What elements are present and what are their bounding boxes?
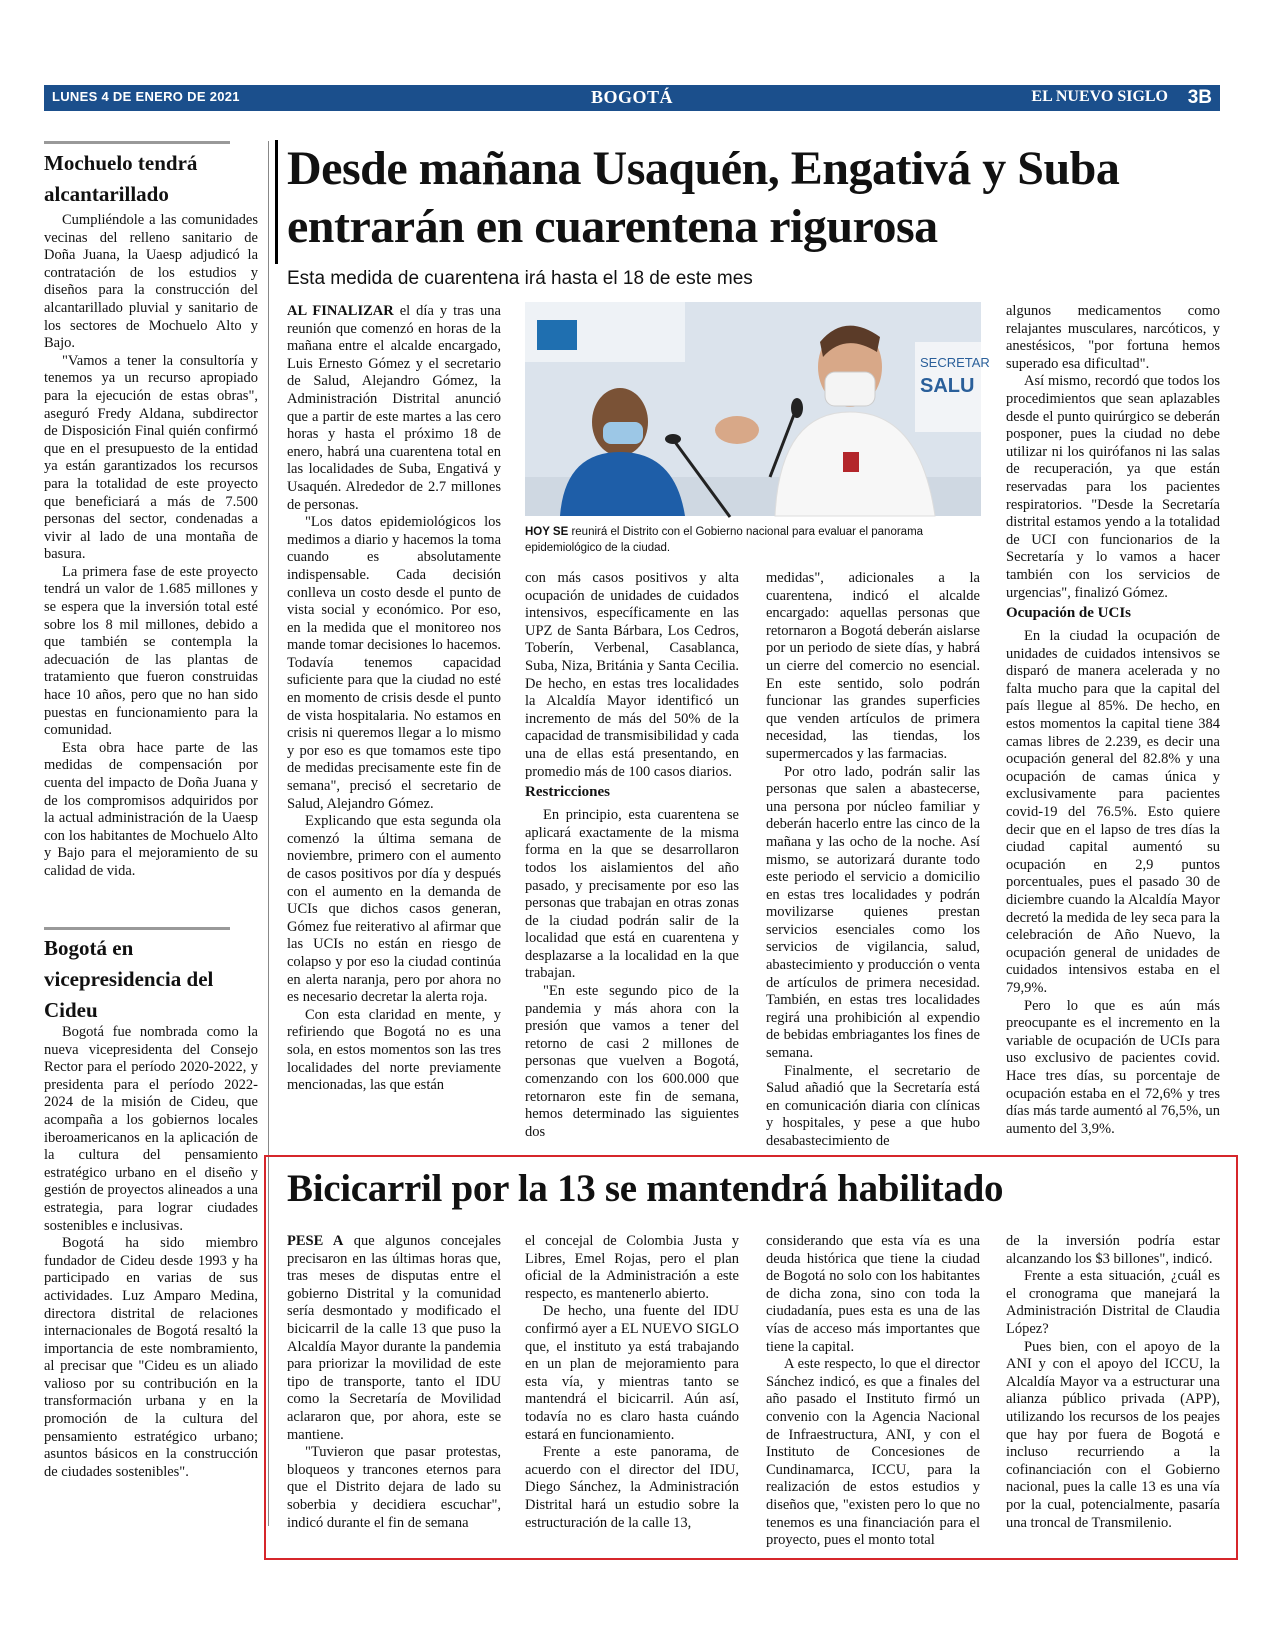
paragraph [1006, 373, 1220, 602]
bike-column-3 [766, 1233, 980, 1550]
sidebar-rule-mid [44, 927, 230, 930]
paragraph [1006, 628, 1220, 997]
paragraph [766, 1356, 980, 1550]
sidebar-rule-top [44, 141, 230, 144]
paragraph-text: A este respecto, lo que el director Sánchez indicó, es que a finales del año pasado el Instituto firmó un convenio con la Agencia Nacional de Infraestructura, ANI, y con el Instituto de Concesiones de Cundinamarca, ICCU, para la realización de estos estudios y diseños que, "existen pero lo que no tenemos es una financiación para el proyecto, pues el monto total [766, 1356, 980, 1549]
paragraph-text: considerando que esta vía es una deuda histórica que tiene la ciudad de Bogotá no solo con los habitantes de dicha zona, sino con toda la ciudadanía, pues esta es una de las vías de acceso más importantes que tiene la capital. [766, 1233, 980, 1355]
photo-illustration [525, 302, 990, 516]
paragraph [525, 1233, 739, 1303]
paragraph [287, 1233, 501, 1444]
subheading: Ocupación de UCIs [1006, 605, 1132, 622]
subheading: Restricciones [525, 784, 610, 801]
paragraph-text: Finalmente, el secretario de Salud añadió que la Secretaría está en comunicación diaria con clínicas y hospitales, y pese a que hubo desabastecimiento de [766, 1062, 980, 1149]
paragraph-text: Con esta claridad en mente, y refiriendo que Bogotá no es una sola, en estos momentos son las tres localidades del norte previamente mencionadas, las que están [287, 1006, 501, 1094]
main-column-4 [1006, 303, 1220, 1138]
header-paper-name: EL NUEVO SIGLO [1031, 88, 1168, 105]
paragraph-text: En principio, esta cuarentena se aplicará exactamente de la misma forma en la que se desarrollaron todos los aislamientos del año pasado, y precisamente por eso las personas que trabajan en otras zonas de la ciudad podrán salir de la localidad que está en cuarentena y desplazarse a la localidad en la que trabajan. [525, 807, 739, 982]
photo-sign-text-2: SALU [920, 375, 975, 397]
paragraph-text: Cumpliéndole a las comunidades vecinas del relleno sanitario de Doña Juana, la Uaesp adjudicó la contratación de los estudios y diseños para la construcción del alcantarillado pluvial y sanitario de los sectores de Mochuelo Alto y Bajo. [44, 212, 258, 352]
paragraph [287, 1007, 501, 1095]
photo-sign-text-1: SECRETAR [920, 355, 990, 370]
paragraph [44, 740, 258, 881]
page-header [44, 85, 1220, 111]
paragraph [525, 1444, 739, 1532]
paragraph [525, 570, 739, 781]
paragraph [525, 807, 739, 983]
lead-in: AL FINALIZAR [287, 303, 394, 319]
paragraph-text: Frente a este panorama, de acuerdo con el director del IDU, Diego Sánchez, la Administración Distrital hará un estudio sobre la estructuración de la calle 13, [525, 1444, 739, 1531]
paragraph-text: el día y tras una reunión que comenzó en horas de la mañana entre el alcalde encargado, Luis Ernesto Gómez y el secretario de Salud, Alejandro Gómez, la Administración Distrital anunció que a partir de este martes a las cero horas y hasta el próximo 18 de enero, habrá una cuarentena total en las localidades de Suba, Engativá y Usaquén. Alrededor de 2.7 millones de personas. [287, 303, 501, 513]
main-column-3 [766, 570, 980, 1151]
paragraph [766, 570, 980, 764]
paragraph-text: Así mismo, recordó que todos los procedimientos que sean aplazables desde el punto quirúrgico se deberán posponer, pues la ciudad no debe utilizar ni los quirófanos ni las salas de recuperación, ya que están reservadas para los pacientes respiratorios. "Desde la Secretaría distrital estamos yendo a la totalidad de UCI con funcionarios de la Secretaría y lo vamos a hacer también con los servicios de urgencias", finalizó Gómez. [1006, 373, 1220, 601]
paragraph [1006, 303, 1220, 373]
paragraph [1006, 1268, 1220, 1338]
paragraph-text: con más casos positivos y alta ocupación de unidades de cuidados intensivos, específicamente en las UPZ de Santa Bárbara, Los Cedros, Toberín, Verbenal, Casablanca, Suba, Niza, Británia y Santa Cecilia. De hecho, en estas tres localidades la Alcaldía Mayor identificó un incremento de más del 50% de la capacidad de transmisibilidad y cada una de ellas está presentando, en promedio más de 100 casos diarios. [525, 570, 739, 780]
lead-in: PESE A [287, 1233, 344, 1249]
paragraph-text: Bogotá ha sido miembro fundador de Cideu desde 1993 y ha participado en varias de sus actividades. Luz Amparo Medina, directora distrital de relaciones internacionales de Bogotá resaltó la importancia de este nombramiento, al precisar que "Cideu es un aliado valioso por su contribución en la transformación urbana y en la promoción de la cultura del pensamiento estratégico urbano; asuntos básicos en la construcción de ciudades sostenibles". [44, 1235, 258, 1480]
paragraph-text: De hecho, una fuente del IDU confirmó ayer a EL NUEVO SIGLO que, el instituto ya está trabajando en un plan de mejoramiento para esta vía, y mientras tanto se mantendrá el bicicarril. Aún así, todavía no es claro hasta cuándo estará en funcionamiento. [525, 1303, 739, 1443]
paragraph-text: "Vamos a tener la consultoría y tenemos ya un recurso apropiado para la ejecución de estas obras", aseguró Fredy Aldana, subdirector de Disposición Final quién confirmó que en el presupuesto de la entidad ya están garantizados los recursos para la totalidad de este proyecto que beneficiará a más de 7.500 personas del sector, condenadas a vivir al lado de una montaña de basura. [44, 352, 258, 563]
header-page-number: 3B [1187, 87, 1212, 108]
sidebar-story1-body [44, 212, 258, 881]
sidebar-story1-title: Mochuelo tendrá alcantarillado [44, 151, 198, 206]
bike-headline: Bicicarril por la 13 se mantendrá habilitado [287, 1167, 1004, 1210]
paragraph-text: En la ciudad la ocupación de unidades de cuidados intensivos se disparó de manera acelerada y no falta mucho para que la capital del país llegue al 85%. De hecho, en estos momentos la capital tiene 384 camas libres de 2.239, es decir una ocupación general del 82.8% y una ocupación de camas única y exclusivamente para pacientes covid-19 del 76.5%. Esto quiere decir que en el lapso de tres días la ciudad capital aumentó su ocupación en 2,9 puntos porcentuales, pues el pasado 30 de diciembre cuando la Alcaldía Mayor decretó la medida de ley seca para la celebración de Año Nuevo, la ocupación general de unidades de cuidados intensivos estaba en el 79,9%. [1006, 628, 1220, 996]
main-headline: Desde mañana Usaquén, Engativá y Suba entrarán en cuarentena rigurosa [287, 142, 1120, 253]
paragraph [44, 1235, 258, 1481]
bike-column-4 [1006, 1233, 1220, 1532]
paragraph-text: "Tuvieron que pasar protestas, bloqueos y trancones eternos para que el Distrito dejara de lado su soberbia y decidiera escuchar", indicó durante el fin de semana [287, 1444, 501, 1531]
main-column-2 [525, 570, 739, 1141]
header-date: LUNES 4 DE ENERO DE 2021 [52, 89, 240, 104]
paragraph [287, 813, 501, 1007]
caption-lead: HOY SE [525, 526, 569, 538]
paragraph-text: algunos medicamentos como relajantes musculares, narcóticos, y anestésicos, "por fortuna hemos superado esa dificultad". [1006, 303, 1220, 372]
paragraph [287, 1444, 501, 1532]
paragraph [44, 353, 258, 564]
paragraph-text: el concejal de Colombia Justa y Libres, Emel Rojas, pero el plan oficial de la Administración a este respecto, es mantenerlo abierto. [525, 1233, 739, 1302]
press-conference-photo [525, 302, 990, 516]
paragraph-text: Explicando que esta segunda ola comenzó la última semana de noviembre, primero con el aumento de casos positivos por día y después con el aumento en la demanda de UCIs que dichos casos generan, Gómez fue reiterativo al afirmar que las UCIs no están en riesgo de colapso y por eso la ciudad continúa en alerta naranja, pero por ahora no es necesario decretar la alerta roja. [287, 813, 501, 1006]
sidebar-story2-body [44, 1024, 258, 1481]
main-column-1 [287, 303, 501, 1095]
paragraph [287, 303, 501, 514]
paragraph [287, 514, 501, 813]
paragraph-text: Esta obra hace parte de las medidas de compensación por cuenta del impacto de Doña Juana y de los compromisos adquiridos por la actual administración de la Uaesp con los habitantes de Mochuelo Alto y Bajo para el mejoramiento de su calidad de vida. [44, 739, 258, 879]
bike-column-1 [287, 1233, 501, 1532]
paragraph [766, 764, 980, 1063]
bike-column-2 [525, 1233, 739, 1532]
paragraph-text: Por otro lado, podrán salir las personas que salen a abastecerse, una persona por núcleo familiar y deberán hacerlo entre las cinco de la mañana y las ocho de la noche. Así mismo, se autorizará durante todo este periodo el servicio a domicilio en estas tres localidades y podrán movilizarse quienes prestan servicios esenciales como los servicios de vigilancia, salud, abastecimiento y producción o venta de artículos de primera necesidad. También, en estas tres localidades regirá una prohibición al expendio de bebidas embriagantes los fines de semana. [766, 763, 980, 1062]
caption-text: reunirá el Distrito con el Gobierno nacional para evaluar el panorama epidemiológico de la ciudad. [525, 526, 924, 554]
paragraph-text: medidas", adicionales a la cuarentena, indicó el alcalde encargado: aquellas personas que retornaron a Bogotá deberán aislarse por un periodo de siete días, y habrá un cierre del comercio no esencial. En este sentido, solo podrán funcionar las grandes superficies que venden artículos de primera necesidad, las tiendas, los supermercados y las farmacias. [766, 570, 980, 762]
paragraph-text: "Los datos epidemiológicos los medimos a diario y hacemos la toma cuando es absolutamente indispensable. Cada decisión conlleva un costo desde el punto de vista social y económico. Por eso, en la medida que el monitoreo nos mande tomar decisiones lo hacemos. Todavía tenemos capacidad suficiente para que la ciudad no esté en momento de crisis desde el punto de vista hospitalaria. No estamos en crisis ni queremos llegar a lo mismo y por eso es que tomamos este tipo de medidas precisamente este fin de semana", precisó el secretario de Salud, Alejandro Gómez. [287, 514, 501, 812]
paragraph-text: que algunos concejales precisaron en las últimas horas que, tras meses de disputas entre el gobierno Distrital y la comunidad sería desmontado y modificado el bicicarril de la calle 13 que puso la Alcaldía Mayor durante la pandemia para priorizar la movilidad de este tipo de transporte, tanto el IDU como la Secretaría de Movilidad aclararon que, por ahora, este se mantiene. [287, 1233, 502, 1443]
paragraph-text: La primera fase de este proyecto tendrá un valor de 1.685 millones y se espera que la inversión total esté sobre los 8 mil millones, debido a que también se contempla la adecuación de las plantas de tratamiento que fueron construidas hace 10 años, pero que no han sido puestas en funcionamiento para la comunidad. [44, 563, 258, 739]
paragraph-text: Bogotá fue nombrada como la nueva vicepresidenta del Consejo Rector para el período 2020-2022, y presidenta para el período 2022-2024 de la misión de Cideu, que acompaña a los gobiernos locales iberoamericanos en la aplicación de la cultura del pensamiento estratégico urbano en el diseño y gestión de proyectos alineados a una estrategia, para lograr ciudades sostenibles e inclusivas. [44, 1024, 258, 1234]
paragraph [766, 1233, 980, 1356]
paragraph-text: Frente a esta situación, ¿cuál es el cronograma que manejará la Administración Distrital de Claudia López? [1006, 1268, 1220, 1337]
paragraph [525, 983, 739, 1141]
paragraph [44, 212, 258, 353]
paragraph-text: "En este segundo pico de la pandemia y más ahora con la presión que vamos a tener del retorno de casi 2 millones de personas que vuelven a Bogotá, comenzando con los 600.000 que retornaron este fin de semana, hemos determinado las siguientes dos [525, 983, 739, 1140]
photo-caption [525, 524, 981, 556]
paragraph-text: de la inversión podría estar alcanzando los $3 billones", indicó. [1006, 1233, 1220, 1267]
paragraph [1006, 1233, 1220, 1268]
paragraph [44, 564, 258, 740]
paragraph-text: Pues bien, con el apoyo de la ANI y con el apoyo del ICCU, la Alcaldía Mayor va a estructurar una alianza público privada (APP), utilizando los recursos de los peajes que hay por fuera de Bogotá e incluso recurriendo a la cofinanciación con el Gobierno nacional, pues la calle 13 es una vía por la cual, potencialmente, pasaría una troncal de Transmilenio. [1006, 1338, 1220, 1531]
headline-bar [275, 140, 278, 264]
paragraph [766, 1063, 980, 1151]
paragraph [525, 1303, 739, 1444]
paragraph [1006, 998, 1220, 1139]
sidebar-story2-title: Bogotá en vicepresidencia del Cideu [44, 936, 214, 1022]
main-subhead: Esta medida de cuarentena irá hasta el 18 de este mes [287, 268, 753, 289]
header-section: BOGOTÁ [590, 87, 673, 107]
paragraph [44, 1024, 258, 1235]
paragraph [1006, 1339, 1220, 1533]
paragraph-text: Pero lo que es aún más preocupante es el incremento en la variable de ocupación de UCIs para uso exclusivo de pacientes covid. Hace tres días, su porcentaje de ocupación estaba en el 72,6% y tres días más tarde aumentó al 76,5%, un aumento del 3,9%. [1006, 997, 1220, 1137]
